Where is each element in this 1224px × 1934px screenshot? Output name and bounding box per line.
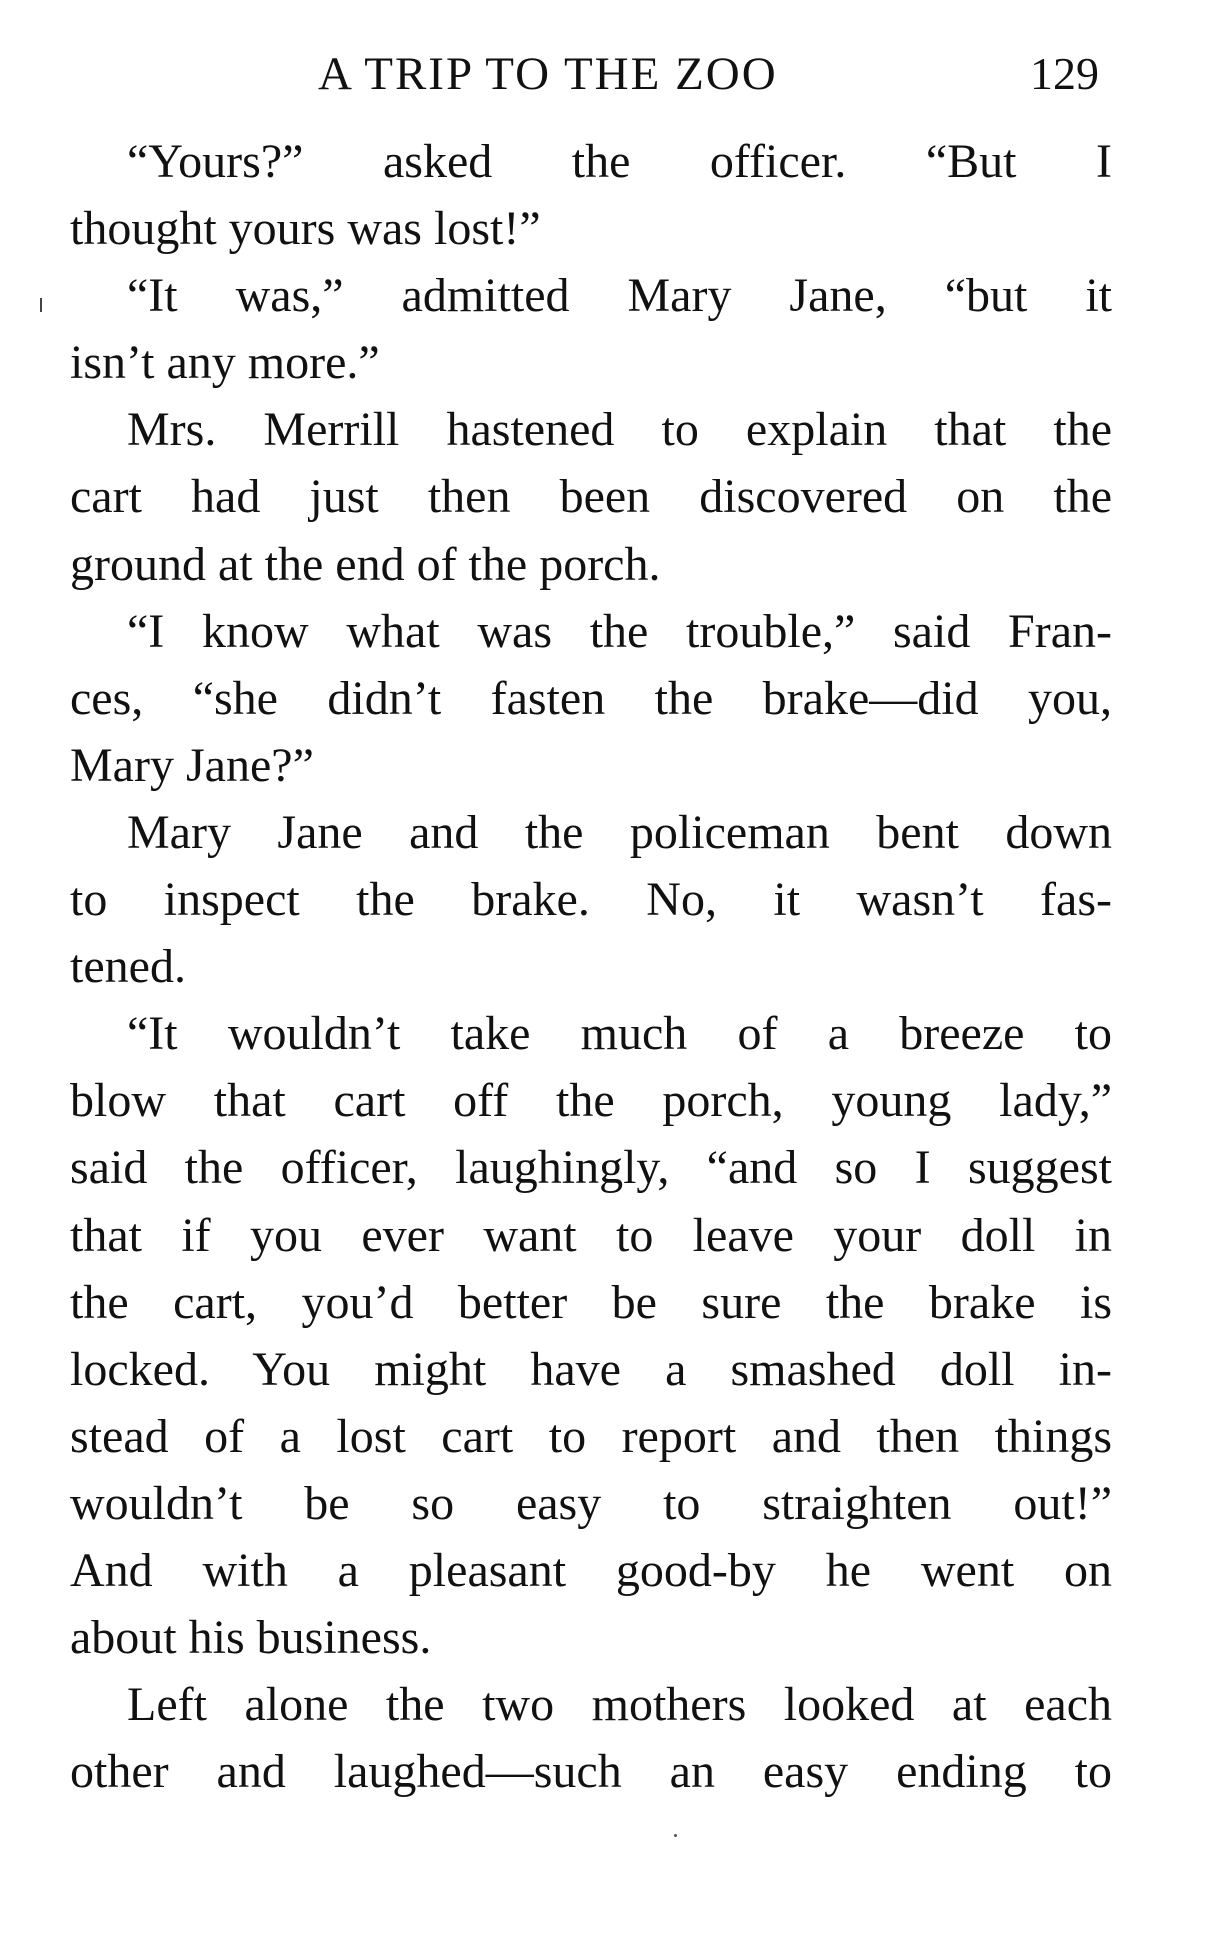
text-line: “Yours?” asked the officer. “But I (127, 135, 1112, 188)
text-line: “I know what was the trouble,” said Fran- (127, 604, 1112, 658)
text-line: stead of a lost cart to report and then things (70, 1409, 1112, 1463)
text-line: cart had just then been discovered on the (70, 470, 1112, 524)
text-line: Mary Jane and the policeman bent down (127, 805, 1112, 859)
page-number: 129 (1030, 48, 1099, 99)
text-line: blow that cart off the porch, young lady,” (70, 1074, 1112, 1128)
text-line: Left alone the two mothers looked at each (127, 1678, 1112, 1732)
text-line: And with a pleasant good-by he went on (70, 1543, 1112, 1597)
text-line: that if you ever want to leave your doll in (70, 1208, 1112, 1262)
text-line: Mary Jane?” (70, 738, 314, 792)
text-line: ground at the end of the porch. (70, 537, 661, 591)
text-line: isn’t any more.” (70, 336, 380, 390)
text-line: wouldn’t be so easy to straighten out!” (70, 1476, 1112, 1530)
text-line: thought yours was lost!” (70, 202, 541, 256)
text-line: “It wouldn’t take much of a breeze to (127, 1007, 1112, 1061)
running-title: A TRIP TO THE ZOO (318, 48, 778, 100)
text-line: the cart, you’d better be sure the brake is (70, 1275, 1112, 1329)
margin-mark (40, 298, 42, 312)
text-line: “It was,” admitted Mary Jane, “but it (127, 269, 1112, 323)
text-line: other and laughed—such an easy ending to (70, 1745, 1112, 1799)
text-line: locked. You might have a smashed doll in- (70, 1342, 1112, 1396)
body-text (70, 128, 1112, 1805)
text-line: about his business. (70, 1611, 432, 1665)
text-line: said the officer, laughingly, “and so I suggest (70, 1141, 1112, 1195)
text-line: to inspect the brake. No, it wasn’t fas- (70, 873, 1112, 927)
text-line: tened. (70, 940, 186, 994)
stray-dot (674, 1834, 677, 1837)
text-line: ces, “she didn’t fasten the brake—did you, (70, 671, 1112, 725)
page-header (0, 44, 1224, 104)
text-line: Mrs. Merrill hastened to explain that the (127, 403, 1112, 457)
